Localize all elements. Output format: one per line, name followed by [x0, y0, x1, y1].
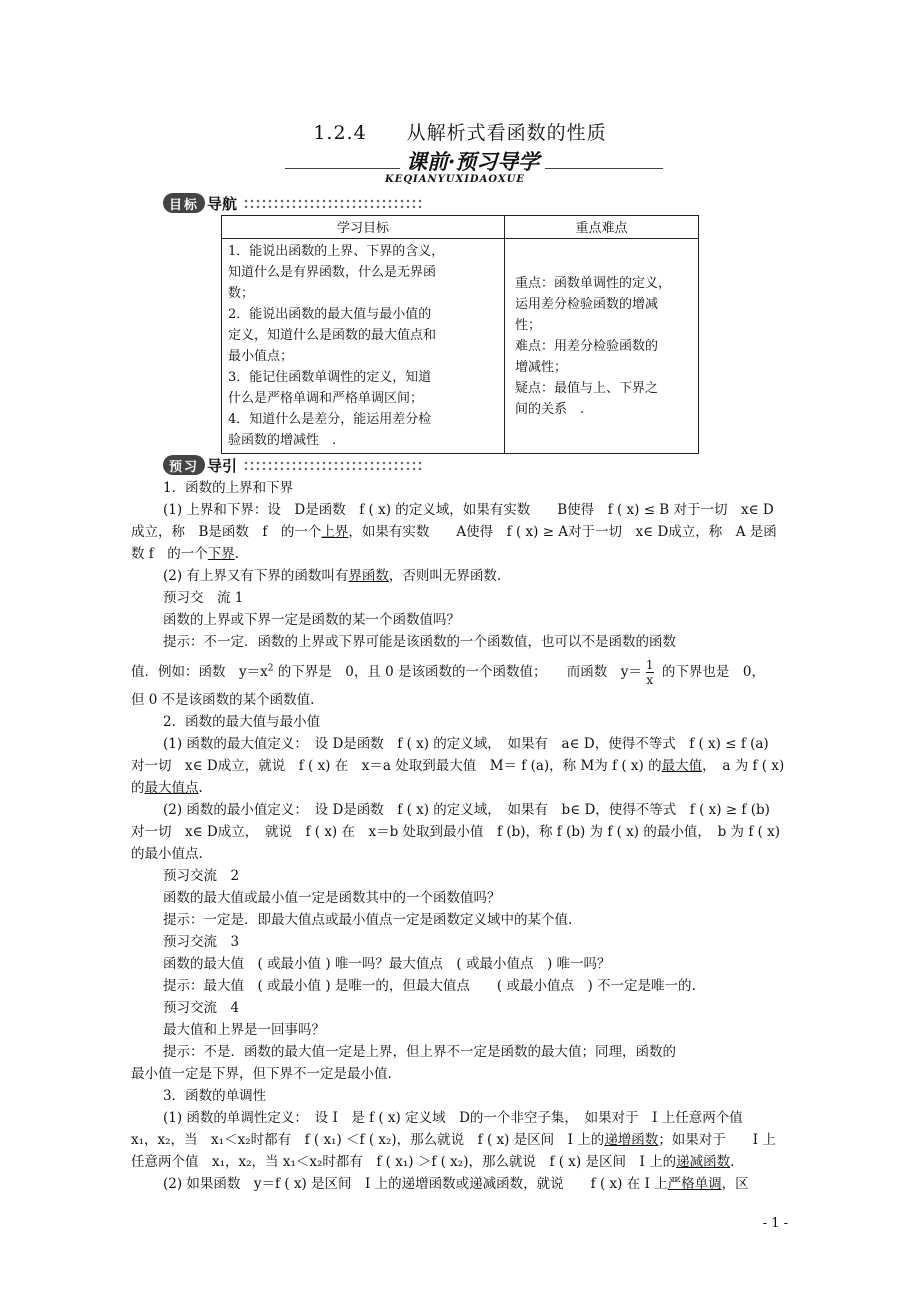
paragraph-line: 对一切 x∈ D成立，就说 f ( x) 在 x＝a 处取到最大值 M＝ f (a)，称 M为 f ( x) 的最大值， a 为 f ( x): [131, 758, 785, 774]
paragraph-line: (1) 函数的最大值定义： 设 D是函数 f ( x) 的定义域， 如果有 a∈ D，使得不等式 f ( x) ≤ f (a): [163, 736, 769, 752]
lesson-title: 1.2.4 从解析式看函数的性质: [313, 122, 607, 144]
paragraph-line: (2) 有上界又有下界的函数叫有界函数，否则叫无界函数.: [163, 568, 502, 584]
section-banner: [285, 146, 663, 190]
hint-line: 提示：不一定．函数的上界或下界可能是该函数的一个函数值，也可以不是函数的函数: [163, 634, 676, 650]
heading-3: 3．函数的单调性: [163, 1088, 267, 1104]
hint-line: 最小值一定是下界，但下界不一定是最小值.: [131, 1066, 392, 1082]
blank-answer: 递增函数: [604, 1132, 659, 1148]
goal-line: 定义，知道什么是函数的最大值点和: [228, 328, 437, 343]
goals-cell: [222, 239, 505, 454]
page-number: - 1 -: [762, 1216, 788, 1231]
blank-answer: 递减函数: [676, 1154, 731, 1170]
blank-answer: 上界: [321, 524, 349, 540]
question-line: 函数的上界或下界一定是函数的某一个函数值吗？: [163, 612, 460, 628]
goal-section-header: [163, 192, 423, 214]
exchange-label: 预习交流 3: [163, 934, 240, 950]
key-line: 间的关系 .: [515, 402, 585, 417]
hint-line: 提示：不是．函数的最大值一定是上界，但上界不一定是函数的最大值；同理，函数的: [163, 1044, 676, 1060]
paragraph-line: (1) 上界和下界：设 D是函数 f ( x) 的定义域，如果有实数 B使得 f ( x) ≤ B 对于一切 x∈ D: [163, 502, 774, 518]
hint-line: 提示：一定是．即最大值点或最小值点一定是函数定义域中的某个值.: [163, 912, 573, 928]
key-line: 重点：函数单调性的定义，: [515, 276, 672, 291]
keys-cell: [505, 239, 699, 454]
question-line: 最大值和上界是一回事吗？: [163, 1022, 325, 1038]
question-line: 函数的最大值或最小值一定是函数其中的一个函数值吗？: [163, 890, 501, 906]
banner-pinyin: KEQIANYUXIDAOXUE: [385, 174, 525, 185]
paragraph-line: x₁，x₂，当 x₁＜x₂时都有 f ( x₁) ＜f ( x₂)，那么就说 f ( x) 是区间 I 上的递增函数；如果对于 I 上: [131, 1132, 776, 1148]
exchange-label: 预习交流 4: [163, 1000, 240, 1016]
goals-table: [221, 215, 699, 454]
table-header-keys: 重点难点: [505, 216, 699, 239]
exchange-label: 预习交流 2: [163, 868, 240, 884]
fraction: $\frac{1}{x}$: [645, 658, 654, 687]
goal-line: 知道什么是有界函数，什么是无界函: [228, 265, 437, 280]
goal-line: 验函数的增减性 .: [228, 433, 337, 448]
paragraph-line: (2) 函数的最小值定义： 设 D是函数 f ( x) 的定义域， 如果有 b∈ D，使得不等式 f ( x) ≥ f (b): [163, 802, 770, 818]
blank-answer: 下界: [207, 546, 235, 562]
blank-answer: 最大值: [661, 758, 703, 774]
exchange-label: 预习交 流 1: [163, 590, 244, 606]
preview-section-header: [163, 454, 423, 476]
paragraph-line: 但 0 不是该函数的某个函数值.: [131, 692, 315, 708]
table-header-goals: 学习目标: [222, 216, 505, 239]
goal-line: 1．能说出函数的上界、下界的含义，: [228, 244, 445, 259]
key-line: 疑点：最值与上、下界之: [515, 381, 659, 396]
blank-answer: 界函数: [348, 568, 389, 584]
goal-line: 什么是严格单调和严格单调区间；: [228, 391, 424, 406]
preview-badge: 预习: [163, 455, 205, 475]
paragraph-line: 的最大值点.: [131, 780, 203, 796]
goal-line: 数；: [228, 286, 255, 301]
goal-line: 3．能记住函数单调性的定义，知道: [228, 370, 432, 385]
key-line: 运用差分检验函数的增减: [515, 297, 659, 312]
paragraph-line: 数 f 的一个下界.: [131, 546, 240, 562]
blank-answer: 严格单调: [667, 1176, 722, 1192]
goal-line: 2．能说出函数的最大值与最小值的: [228, 307, 432, 322]
preview-label: 导引: [207, 456, 238, 475]
paragraph-line: 成立，称 B是函数 f 的一个上界，如果有实数 A使得 f ( x) ≥ A对于一切 x∈ D成立，称 A 是函: [131, 524, 777, 540]
key-line: 难点：用差分检验函数的: [515, 339, 659, 354]
blank-answer: 最大值点: [144, 780, 199, 796]
key-line: 性；: [515, 318, 542, 333]
paragraph-line: 的最小值点.: [131, 846, 203, 862]
paragraph-line: 任意两个值 x₁，x₂，当 x₁＜x₂时都有 f ( x₁) ＞f ( x₂)，那么就说 f ( x) 是区间 I 上的递减函数.: [131, 1154, 735, 1170]
paragraph-line: 值．例如：函数 $y=x^2$ 的下界是 0，且 0 是该函数的一个函数值； 而函数 y＝ $\frac{1}{x}$ 的下界也是 0，: [131, 658, 765, 687]
key-line: 增减性；: [515, 360, 568, 375]
paragraph-line: (1) 函数的单调性定义： 设 I 是 f ( x) 定义域 D的一个非空子集， 如果对于 I 上任意两个值: [163, 1110, 743, 1126]
banner-title: 课前·预习导学: [400, 146, 545, 176]
goal-line: 4．知道什么是差分，能运用差分检: [228, 412, 432, 427]
dotted-rule: [243, 198, 423, 208]
dotted-rule: [243, 460, 423, 470]
goal-line: 最小值点；: [228, 349, 294, 364]
question-line: 函数的最大值 ( 或最小值 ) 唯一吗？最大值点 ( 或最小值点 ) 唯一吗？: [163, 956, 611, 972]
paragraph-line: 对一切 x∈ D成立， 就说 f ( x) 在 x＝b 处取到最小值 f (b)，称 f (b) 为 f ( x) 的最小值， b 为 f ( x): [131, 824, 781, 840]
heading-1: 1．函数的上界和下界: [163, 480, 294, 496]
paragraph-line: (2) 如果函数 y＝f ( x) 是区间 I 上的递增函数或递减函数，就说 f ( x) 在 I 上严格单调，区: [163, 1176, 749, 1192]
goal-badge: 目标: [163, 193, 205, 213]
hint-line: 提示：最大值 ( 或最小值 ) 是唯一的，但最大值点 ( 或最小值点 ) 不一定是唯一的.: [163, 978, 696, 994]
goal-label: 导航: [207, 194, 238, 213]
heading-2: 2．函数的最大值与最小值: [163, 714, 321, 730]
